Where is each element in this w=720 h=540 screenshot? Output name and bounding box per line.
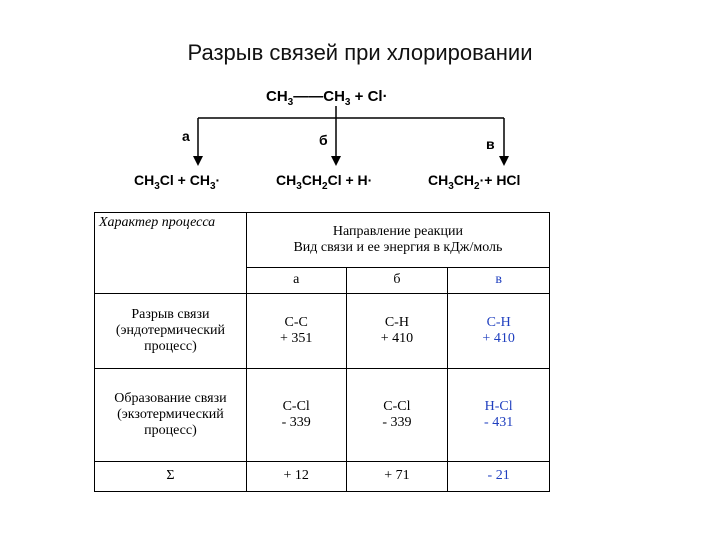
sum-cell: + 71: [346, 461, 448, 491]
branch-label-b: б: [319, 132, 328, 148]
header-line-1: Направление реакции: [332, 223, 463, 239]
header-process-type: Характер процесса: [95, 213, 247, 294]
sum-cell: - 21: [448, 461, 550, 491]
bond-energy: - 339: [382, 414, 412, 430]
bond-energy: + 410: [380, 330, 414, 346]
bond-energy: - 339: [281, 414, 311, 430]
page-title: Разрыв связей при хлорировании: [187, 40, 533, 65]
bond-energy: - 431: [484, 414, 514, 430]
reactants-formula: $CH_3——CH_3 + Cl\cdot$: [266, 88, 388, 108]
row-label-bond-formation: Образование связи (экзотермический процесс): [95, 368, 247, 461]
column-a: а: [246, 267, 346, 293]
header-line-2: Вид связи и ее энергия в кДж/моль: [293, 239, 503, 255]
table-cell: [346, 293, 448, 368]
header-reaction-direction: [246, 213, 549, 268]
table-cell: [246, 368, 346, 461]
products-b: $CH_3CH_2Cl + H\cdot$: [276, 172, 373, 192]
bond-type: C-C: [284, 314, 308, 330]
row-label-sum: Σ: [95, 461, 247, 491]
table-cell: [346, 368, 448, 461]
products-c: $CH_3CH_2\cdot+$ HCl: [428, 172, 521, 192]
bond-type: C-Cl: [383, 398, 411, 414]
arrow-a-head: [193, 156, 203, 166]
table-cell: [448, 368, 550, 461]
sum-cell: + 12: [246, 461, 346, 491]
bond-energy: + 351: [280, 330, 313, 346]
row-label-bond-breaking: Разрыв связи (эндотермический процесс): [95, 293, 247, 368]
table-cell: [246, 293, 346, 368]
products-a: $CH_3Cl + CH_3\cdot$: [134, 172, 221, 192]
column-c: в: [448, 267, 550, 293]
bond-energy-table: [94, 212, 550, 492]
column-b: б: [346, 267, 448, 293]
bond-type: C-H: [384, 314, 409, 330]
bond-type: C-Cl: [282, 398, 310, 414]
bond-energy: + 410: [482, 330, 515, 346]
arrow-c-head: [499, 156, 509, 166]
branch-label-a: а: [182, 128, 190, 144]
bond-type: H-Cl: [484, 398, 513, 414]
arrow-b-head: [331, 156, 341, 166]
bond-type: C-H: [486, 314, 511, 330]
branch-label-c: в: [486, 136, 495, 152]
table-cell: [448, 293, 550, 368]
reaction-scheme: [0, 0, 720, 200]
